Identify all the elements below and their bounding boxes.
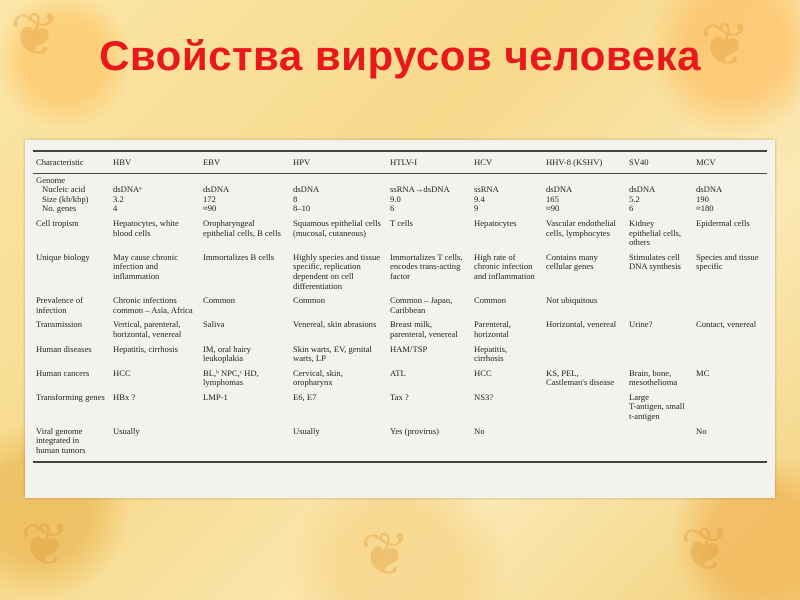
table-cell	[626, 217, 693, 251]
table-cell	[110, 425, 200, 463]
cell-line: 6	[390, 203, 395, 214]
table-cell	[626, 318, 693, 342]
row-label	[33, 251, 110, 294]
cell-line	[203, 427, 287, 437]
table-cell	[543, 173, 626, 217]
table-cell	[693, 318, 767, 342]
cell-line: (mucosal, cutaneous)	[293, 227, 367, 238]
cell-line: E6, E7	[293, 391, 317, 402]
cell-line: HCC	[474, 367, 492, 378]
cell-line: ≈90	[203, 203, 217, 214]
cell-line: 9.4	[474, 193, 485, 204]
table-row	[33, 391, 767, 425]
table-cell	[626, 173, 693, 217]
cell-line: Epidermal cells	[696, 217, 750, 228]
table-row	[33, 173, 767, 217]
row-label	[33, 173, 110, 217]
table-cell	[543, 294, 626, 318]
table-cell	[387, 367, 471, 391]
table-cell	[471, 173, 543, 217]
row-label	[33, 391, 110, 425]
cell-line: parenteral, venereal	[390, 328, 458, 339]
row-label-line: Size (kb/kbp)	[42, 193, 89, 204]
row-label-line: No. genes	[42, 203, 77, 214]
table-header-row	[33, 151, 767, 173]
cell-line	[629, 427, 690, 437]
table-cell	[471, 217, 543, 251]
table-cell	[693, 367, 767, 391]
table-cell	[693, 173, 767, 217]
table-cell	[110, 173, 200, 217]
maple-leaf-decoration-icon: ❦	[680, 515, 731, 585]
cell-line: leukoplakia	[203, 353, 244, 364]
table-cell	[387, 251, 471, 294]
cell-line	[546, 393, 623, 403]
cell-line: Parenteral,	[474, 319, 511, 330]
row-label-line: Transforming genes	[36, 391, 105, 402]
cell-line: No	[696, 425, 707, 436]
table-cell	[543, 391, 626, 425]
table-row	[33, 251, 767, 294]
row-label-line: infection	[36, 304, 67, 315]
cell-line	[696, 296, 764, 306]
table-cell	[387, 391, 471, 425]
table-cell	[543, 318, 626, 342]
cell-line: Urine?	[629, 319, 653, 330]
table-cell	[626, 251, 693, 294]
cell-line: 4	[113, 203, 118, 214]
table-cell	[693, 391, 767, 425]
cell-line	[546, 345, 623, 355]
cell-line: Chronic infections	[113, 295, 177, 306]
cell-line: 190	[696, 193, 709, 204]
table-cell	[200, 425, 290, 463]
cell-line: Not ubiquitous	[546, 295, 598, 306]
cell-line: blood cells	[113, 227, 151, 238]
cell-line: Immortalizes B cells	[203, 251, 275, 262]
cell-line: Common – Japan,	[390, 295, 453, 306]
table-cell	[110, 367, 200, 391]
row-label-line: Genome	[36, 174, 66, 185]
table-cell	[200, 217, 290, 251]
cell-line: Hepatitis,	[474, 343, 508, 354]
cell-line: epithelial cells, B cells	[203, 227, 281, 238]
row-label-line: Prevalence of	[36, 295, 84, 306]
cell-line: 172	[203, 193, 216, 204]
row-label	[33, 343, 110, 367]
cell-line: 3.2	[113, 193, 124, 204]
cell-line: Contact, venereal	[696, 319, 757, 330]
cell-line: IM, oral hairy	[203, 343, 251, 354]
column-header: HBV	[110, 151, 200, 173]
table-row	[33, 367, 767, 391]
cell-line: oropharynx	[293, 377, 333, 388]
cell-line: NS3?	[474, 391, 494, 402]
cell-line: epithelial cells,	[629, 227, 682, 238]
table-cell	[471, 425, 543, 463]
cell-line	[546, 427, 623, 437]
cell-line: ssRNA→dsDNA	[390, 184, 450, 195]
cell-line: T cells	[390, 217, 413, 228]
table-cell	[471, 367, 543, 391]
cell-line: warts, LP	[293, 353, 326, 364]
cell-line: chronic infection	[474, 261, 533, 272]
maple-leaf-decoration-icon: ❦	[20, 510, 71, 580]
row-label-line: Nucleic acid	[42, 184, 86, 195]
column-header: HTLV-I	[387, 151, 471, 173]
table-cell	[200, 318, 290, 342]
table-card	[25, 140, 775, 498]
cell-line: horizontal	[474, 328, 509, 339]
cell-line: No	[474, 425, 485, 436]
cell-line: and inflammation	[474, 270, 535, 281]
cell-line: Immortalizes T cells,	[390, 251, 463, 262]
cell-line	[696, 345, 764, 355]
cell-line: Hepatocytes	[474, 217, 517, 228]
table-cell	[110, 343, 200, 367]
table-cell	[626, 391, 693, 425]
cell-line: ≈90	[546, 203, 560, 214]
table-cell	[200, 343, 290, 367]
cell-line: T-antigen, small	[629, 401, 685, 412]
table-cell	[387, 343, 471, 367]
table-cell	[543, 343, 626, 367]
table-cell	[543, 217, 626, 251]
cell-line: Vascular endothelial	[546, 217, 616, 228]
column-header: EBV	[200, 151, 290, 173]
table-cell	[693, 251, 767, 294]
column-header: HCV	[471, 151, 543, 173]
maple-leaf-decoration-icon: ❦	[360, 520, 411, 590]
cell-line: dsDNA	[293, 184, 320, 195]
table-cell	[110, 251, 200, 294]
cell-line: dsDNA	[696, 184, 723, 195]
cell-line: inflammation	[113, 270, 160, 281]
cell-line: Saliva	[203, 319, 225, 330]
maple-leaf-decoration-icon: ❦	[700, 10, 751, 80]
cell-line: HAM/TSP	[390, 343, 428, 354]
cell-line: Caribbean	[390, 304, 426, 315]
cell-line: infection and	[113, 261, 159, 272]
cell-line: Common	[203, 295, 235, 306]
cell-line: Cervical, skin,	[293, 367, 343, 378]
cell-line: 9	[474, 203, 479, 214]
cell-line: dependent on cell	[293, 270, 354, 281]
row-label-line: Unique biology	[36, 251, 90, 262]
cell-line: Yes (provirus)	[390, 425, 440, 436]
table-cell	[471, 294, 543, 318]
table-cell	[543, 367, 626, 391]
table-cell	[471, 251, 543, 294]
table-cell	[290, 391, 387, 425]
column-header: HPV	[290, 151, 387, 173]
cell-line: Vertical, parenteral,	[113, 319, 181, 330]
table-cell	[290, 217, 387, 251]
cell-line: Hepatocytes, white	[113, 217, 179, 228]
cell-line: Horizontal, venereal	[546, 319, 617, 330]
table-cell	[387, 425, 471, 463]
cell-line: Oropharyngeal	[203, 217, 255, 228]
table-cell	[471, 318, 543, 342]
cell-line: cirrhosis	[474, 353, 504, 364]
row-label	[33, 217, 110, 251]
row-label-line: human tumors	[36, 444, 86, 455]
cell-line: differentiation	[293, 280, 342, 291]
table-cell	[387, 173, 471, 217]
table-cell	[543, 425, 626, 463]
cell-line: Large	[629, 391, 649, 402]
table-cell	[200, 173, 290, 217]
row-label-line: Viral genome	[36, 425, 83, 436]
row-label	[33, 294, 110, 318]
cell-line: Castleman's disease	[546, 377, 615, 388]
cell-line: common – Asia, Africa	[113, 304, 193, 315]
cell-line: ssRNA	[474, 184, 499, 195]
table-cell	[290, 343, 387, 367]
cell-line: KS, PEL,	[546, 367, 579, 378]
table-cell	[200, 367, 290, 391]
cell-line: dsDNA	[546, 184, 573, 195]
cell-line: Usually	[293, 425, 320, 436]
row-label-line: Human diseases	[36, 343, 92, 354]
cell-line: Stimulates cell	[629, 251, 680, 262]
cell-line: HCC	[113, 367, 131, 378]
cell-line: dsDNAᵃ	[113, 184, 142, 195]
table-row	[33, 294, 767, 318]
table-cell	[471, 343, 543, 367]
cell-line: Breast milk,	[390, 319, 433, 330]
cell-line: 9.0	[390, 193, 401, 204]
cell-line: DNA synthesis	[629, 261, 681, 272]
table-cell	[626, 343, 693, 367]
row-label-line: Human cancers	[36, 367, 90, 378]
table-cell	[471, 391, 543, 425]
column-header: MCV	[693, 151, 767, 173]
cell-line: Venereal, skin abrasions	[293, 319, 377, 330]
cell-line: 165	[546, 193, 559, 204]
cell-line: May cause chronic	[113, 251, 178, 262]
cell-line: Usually	[113, 425, 140, 436]
table-row	[33, 217, 767, 251]
cell-line: dsDNA	[629, 184, 656, 195]
table-cell	[387, 318, 471, 342]
cell-line: horizontal, venereal	[113, 328, 182, 339]
cell-line: Hepatitis, cirrhosis	[113, 343, 178, 354]
cell-line: Tax ?	[390, 391, 409, 402]
table-cell	[200, 294, 290, 318]
table-cell	[110, 294, 200, 318]
cell-line: ≈180	[696, 203, 714, 214]
table-cell	[290, 251, 387, 294]
column-header: SV40	[626, 151, 693, 173]
table-row	[33, 343, 767, 367]
cell-line	[696, 393, 764, 403]
table-cell	[110, 391, 200, 425]
table-cell	[693, 425, 767, 463]
table-cell	[626, 425, 693, 463]
cell-line: t-antigen	[629, 411, 660, 422]
cell-line: Contains many	[546, 251, 598, 262]
table-cell	[110, 318, 200, 342]
cell-line: cellular genes	[546, 261, 594, 272]
table-cell	[626, 294, 693, 318]
cell-line: LMP-1	[203, 391, 228, 402]
table-row	[33, 425, 767, 463]
cell-line: Common	[293, 295, 325, 306]
cell-line	[629, 296, 690, 306]
row-label-line: Cell tropism	[36, 217, 79, 228]
row-label	[33, 425, 110, 463]
table-row	[33, 318, 767, 342]
row-label-line: Transmission	[36, 319, 83, 330]
cell-line	[629, 345, 690, 355]
cell-line: specific, replication	[293, 261, 361, 272]
table-cell	[387, 217, 471, 251]
table-cell	[110, 217, 200, 251]
cell-line: others	[629, 237, 651, 248]
virus-properties-table	[33, 150, 767, 463]
row-label	[33, 367, 110, 391]
cell-line: dsDNA	[203, 184, 230, 195]
cell-line: specific	[696, 261, 723, 272]
table-cell	[693, 294, 767, 318]
cell-line: Species and tissue	[696, 251, 759, 262]
table-cell	[290, 425, 387, 463]
table-cell	[290, 173, 387, 217]
table-cell	[290, 318, 387, 342]
cell-line: Common	[474, 295, 506, 306]
cell-line: Skin warts, EV, genital	[293, 343, 372, 354]
cell-line: 8–10	[293, 203, 311, 214]
cell-line: lymphomas	[203, 377, 244, 388]
row-label-line: integrated in	[36, 435, 80, 446]
cell-line: factor	[390, 270, 411, 281]
cell-line: High rate of	[474, 251, 516, 262]
cell-line: Kidney	[629, 217, 655, 228]
table-cell	[290, 294, 387, 318]
row-label	[33, 318, 110, 342]
cell-line: MC	[696, 367, 710, 378]
cell-line: Highly species and tissue	[293, 251, 381, 262]
column-header: HHV-8 (KSHV)	[543, 151, 626, 173]
cell-line: encodes trans-acting	[390, 261, 461, 272]
cell-line: Brain, bone,	[629, 367, 672, 378]
cell-line: 8	[293, 193, 298, 204]
table-cell	[200, 391, 290, 425]
cell-line: BL,ᵇ NPC,ᶜ HD,	[203, 367, 259, 378]
table-cell	[543, 251, 626, 294]
cell-line: cells, lymphocytes	[546, 227, 610, 238]
slide-title: Свойства вирусов человека	[99, 32, 701, 79]
table-cell	[693, 343, 767, 367]
column-header: Characteristic	[33, 151, 110, 173]
table-cell	[626, 367, 693, 391]
table-cell	[200, 251, 290, 294]
cell-line: 5.2	[629, 193, 640, 204]
table-cell	[693, 217, 767, 251]
cell-line: Squamous epithelial cells	[293, 217, 381, 228]
table-cell	[290, 367, 387, 391]
cell-line: HBx ?	[113, 391, 136, 402]
maple-leaf-decoration-icon: ❦	[10, 0, 61, 70]
cell-line: mesothelioma	[629, 377, 678, 388]
cell-line: 6	[629, 203, 634, 214]
table-cell	[387, 294, 471, 318]
cell-line: ATL	[390, 367, 406, 378]
